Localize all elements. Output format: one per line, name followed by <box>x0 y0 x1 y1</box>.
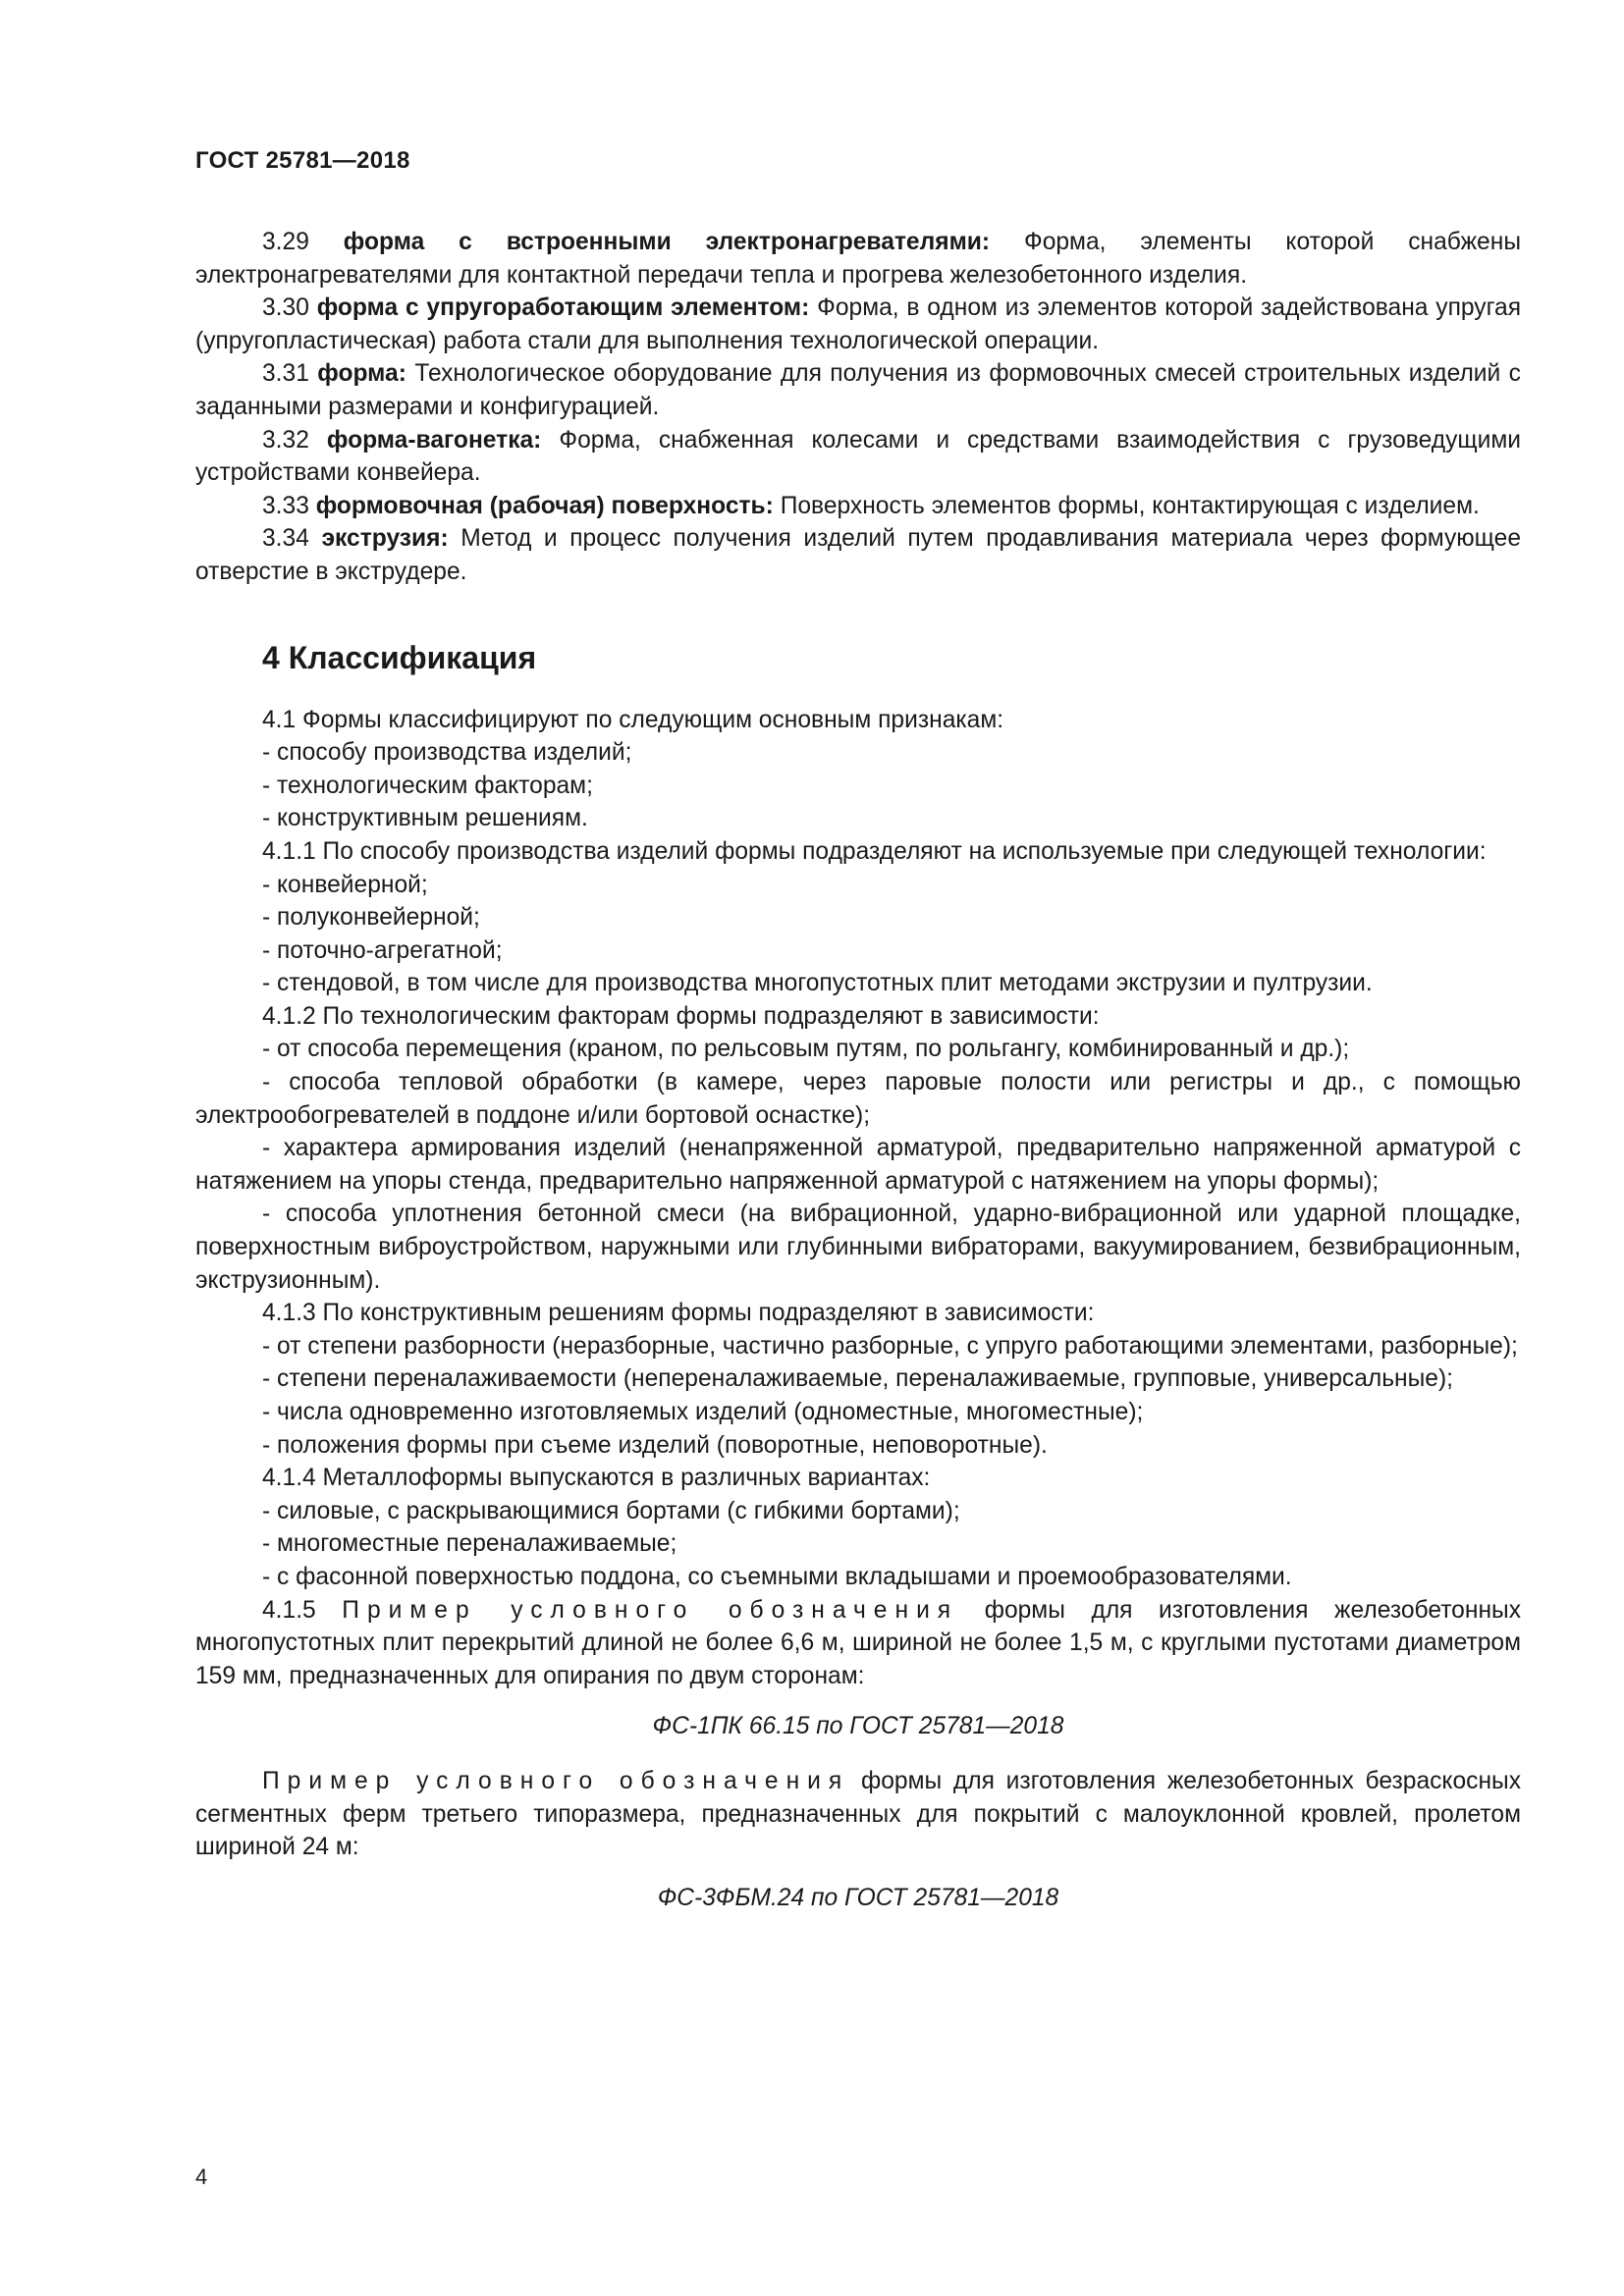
list-item: - силовые, с раскрывающимися бортами (с гибкими бортами); <box>262 1497 960 1524</box>
clause-4-1-1: 4.1.1 По способу производства изделий формы подразделяют на используемые при следующей технологии: <box>262 837 1487 865</box>
terms-section <box>195 226 1521 589</box>
section-title: 4 Классификация <box>262 639 537 675</box>
list-item: - числа одновременно изготовляемых изделий (одноместные, многоместные); <box>262 1399 1144 1425</box>
list-item: - многоместные переналаживаемые; <box>262 1530 677 1558</box>
list-item: - способу производства изделий; <box>262 739 632 767</box>
list-item: - технологическим факторам; <box>262 772 593 799</box>
clause-4-1-3: 4.1.3 По конструктивным решениям формы подразделяют в зависимости: <box>262 1300 1095 1327</box>
list-item: - полуконвейерной; <box>262 904 480 932</box>
list-item: - с фасонной поверхностью поддона, со съемными вкладышами и проемообразователями. <box>262 1563 1292 1590</box>
list-item: - характера армирования изделий (ненапряженной арматурой, предварительно напряженной арматурой с натяжением на упоры стенда, предварительно напряженной арматурой с натяжением на упоры формы); <box>195 1135 1521 1195</box>
term-3-29: 3.29 форма с встроенными электронагревателями: Форма, элементы которой снабжены электронагревателями для контактной передачи тепла и прогрева железобетонного изделия. <box>195 229 1521 289</box>
clause-4-1-2: 4.1.2 По технологическим факторам формы подразделяют в зависимости: <box>262 1002 1100 1030</box>
page-number: 4 <box>195 2164 208 2189</box>
clause-4-1-4: 4.1.4 Металлоформы выпускаются в различных вариантах: <box>262 1465 931 1492</box>
term-3-31: 3.31 форма: Технологическое оборудование для получения из формовочных смесей строительных изделий с заданными размерами и конфигурацией. <box>195 360 1521 420</box>
term-3-33: 3.33 формовочная (рабочая) поверхность: Поверхность элементов формы, контактирующая с изделием. <box>262 492 1480 519</box>
list-item: - положения формы при съеме изделий (поворотные, неповоротные). <box>262 1431 1048 1459</box>
example-designation-2: ФС-3ФБМ.24 по ГОСТ 25781—2018 <box>657 1884 1059 1911</box>
term-3-30: 3.30 форма с упругоработающим элементом: Форма, в одном из элементов которой задействована упругая (упругопластическая) работа стали для выполнения технологической операции. <box>195 294 1522 354</box>
term-3-32: 3.32 форма-вагонетка: Форма, снабженная колесами и средствами взаимодействия с грузоведущими устройствами конвейера. <box>195 426 1521 487</box>
list-item: - степени переналаживаемости (непереналаживаемые, переналаживаемые, групповые, универсальные); <box>262 1365 1454 1393</box>
clause-4-1-5: 4.1.5 Пример условного обозначения формы для изготовления железобетонных многопустотных плит перекрытий длиной не более 6,6 м, шириной не более 1,5 м, с круглыми пустотами диаметром 159 мм, предназначенных для опирания по двум сторонам: <box>195 1596 1521 1689</box>
example-2: Пример условного обозначения формы для изготовления железобетонных безраскосных сегментных ферм третьего типоразмера, предназначенных для покрытий с малоуклонной кровлей, пролетом шириной 24 м: <box>195 1767 1521 1861</box>
list-item: - способа уплотнения бетонной смеси (на вибрационной, ударно-вибрационной или ударной площадке, поверхностным виброустройством, наружными или глубинными вибраторами, вакуумированием, безвибрационным, экструзионным). <box>195 1201 1521 1294</box>
list-item: - поточно-агрегатной; <box>262 936 503 964</box>
term-3-34: 3.34 экструзия: Метод и процесс получения изделий путем продавливания материала через формующее отверстие в экструдере. <box>195 525 1521 585</box>
list-item: - конструктивным решениям. <box>262 805 588 832</box>
list-item: - способа тепловой обработки (в камере, через паровые полости или регистры и др., с помощью электрообогревателей в поддоне и/или бортовой оснастке); <box>195 1069 1521 1129</box>
document-page <box>195 147 1521 1914</box>
list-item: - конвейерной; <box>262 871 428 898</box>
clause-4-1: 4.1 Формы классифицируют по следующим основным признакам: <box>262 706 1004 733</box>
list-item: - от способа перемещения (краном, по рельсовым путям, по рольгангу, комбинированный и др.); <box>262 1036 1350 1063</box>
document-header: ГОСТ 25781—2018 <box>195 147 410 174</box>
example-designation-1: ФС-1ПК 66.15 по ГОСТ 25781—2018 <box>652 1713 1064 1740</box>
list-item: - стендовой, в том числе для производства многопустотных плит методами экструзии и пултрузии. <box>262 970 1373 997</box>
list-item: - от степени разборности (неразборные, частично разборные, с упруго работающими элементами, разборные); <box>262 1332 1518 1360</box>
classification-section <box>195 704 1521 1915</box>
